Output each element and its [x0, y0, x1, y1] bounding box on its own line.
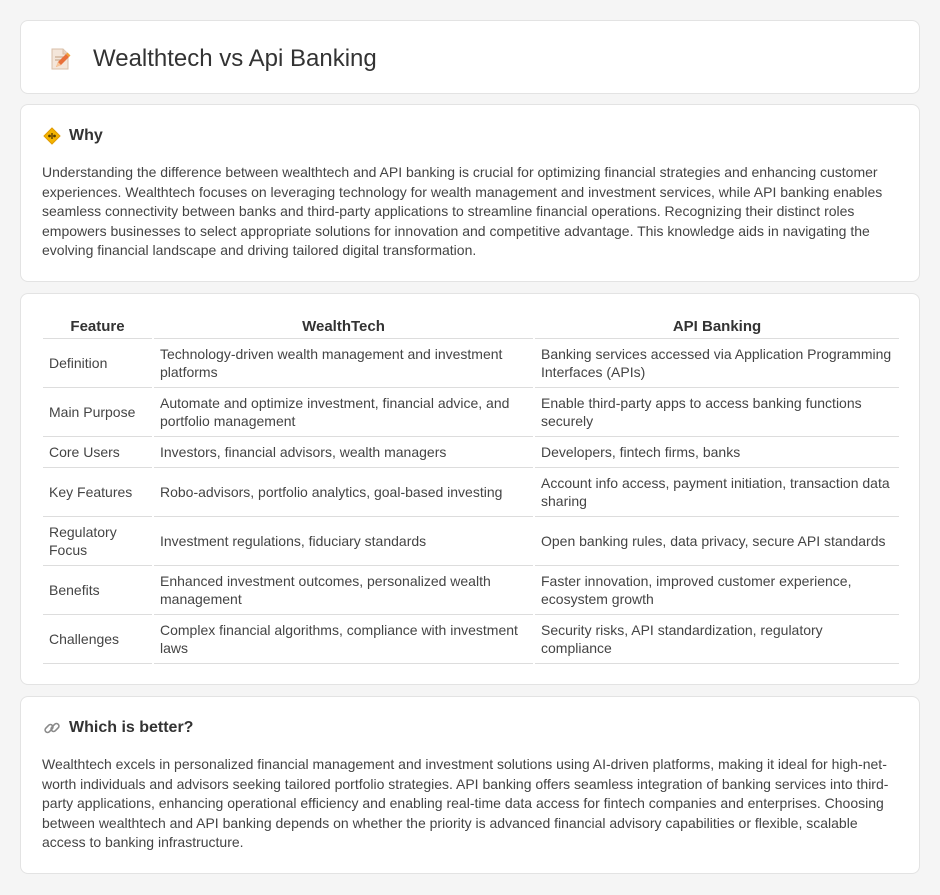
api-banking-cell: Security risks, API standardization, regulatory compliance: [534, 614, 899, 663]
feature-cell: Key Features: [43, 467, 153, 516]
feature-cell: Main Purpose: [43, 387, 153, 436]
why-title: Why: [69, 127, 103, 144]
feature-cell: Challenges: [43, 614, 153, 663]
why-section: [20, 104, 920, 282]
feature-cell: Definition: [43, 338, 153, 387]
why-header: [43, 127, 103, 145]
better-body: Wealthtech excels in personalized financial management and investment solutions using AI-driven platforms, making it ideal for high-net-worth individuals and advisors seeking tailored portfolio strategies. API banking offers seamless integration of banking services into third-party applications, enhancing operational efficiency and enabling real-time data access for fintech companies and enterprises. Choosing between wealthtech and API banking depends on whether the priority is advanced financial advisory capabilities or flexible, scalable access to banking infrastructure.: [42, 756, 889, 850]
api-banking-cell: Developers, fintech firms, banks: [534, 436, 899, 467]
why-body: Understanding the difference between wealthtech and API banking is crucial for optimizing financial strategies and enhancing customer experiences. Wealthtech focuses on leveraging technology for wealth management and investment services, while API banking enables seamless connectivity between banks and third-party applications to streamline financial operations. Recognizing their distinct roles empowers businesses to select appropriate solutions for innovation and competitive advantage. This knowledge aids in navigating the evolving financial landscape and driving tailored digital transformation.: [42, 164, 883, 258]
title-card: [20, 20, 920, 94]
feature-cell: Regulatory Focus: [43, 516, 153, 565]
table-row: [43, 516, 899, 565]
wealthtech-cell: Enhanced investment outcomes, personalized wealth management: [153, 565, 534, 614]
api-banking-cell: Open banking rules, data privacy, secure API standards: [534, 516, 899, 565]
column-header-wealthtech: WealthTech: [153, 316, 534, 338]
wealthtech-cell: Investment regulations, fiduciary standards: [153, 516, 534, 565]
feature-cell: Benefits: [43, 565, 153, 614]
page-title: Wealthtech vs Api Banking: [93, 45, 377, 72]
wealthtech-cell: Technology-driven wealth management and investment platforms: [153, 338, 534, 387]
wealthtech-cell: Automate and optimize investment, financial advice, and portfolio management: [153, 387, 534, 436]
table-row: [43, 565, 899, 614]
api-banking-cell: Banking services accessed via Application Programming Interfaces (APIs): [534, 338, 899, 387]
table-row: [43, 338, 899, 387]
wealthtech-cell: Complex financial algorithms, compliance with investment laws: [153, 614, 534, 663]
document-pencil-icon: [47, 46, 73, 72]
wealthtech-cell: Investors, financial advisors, wealth managers: [153, 436, 534, 467]
diamond-sign-icon: [43, 127, 61, 145]
table-row: [43, 436, 899, 467]
api-banking-cell: Account info access, payment initiation, transaction data sharing: [534, 467, 899, 516]
table-row: [43, 467, 899, 516]
comparison-table: [43, 316, 899, 664]
api-banking-cell: Enable third-party apps to access banking functions securely: [534, 387, 899, 436]
comparison-section: [20, 293, 920, 685]
title-row: [47, 45, 377, 73]
table-row: [43, 387, 899, 436]
better-header: [43, 719, 193, 737]
wealthtech-cell: Robo-advisors, portfolio analytics, goal-based investing: [153, 467, 534, 516]
table-header-row: [43, 316, 899, 338]
feature-cell: Core Users: [43, 436, 153, 467]
which-is-better-section: [20, 696, 920, 874]
better-title: Which is better?: [69, 719, 194, 736]
column-header-api-banking: API Banking: [534, 316, 899, 338]
column-header-feature: Feature: [43, 316, 153, 338]
table-row: [43, 614, 899, 663]
link-icon: [43, 719, 61, 737]
api-banking-cell: Faster innovation, improved customer experience, ecosystem growth: [534, 565, 899, 614]
